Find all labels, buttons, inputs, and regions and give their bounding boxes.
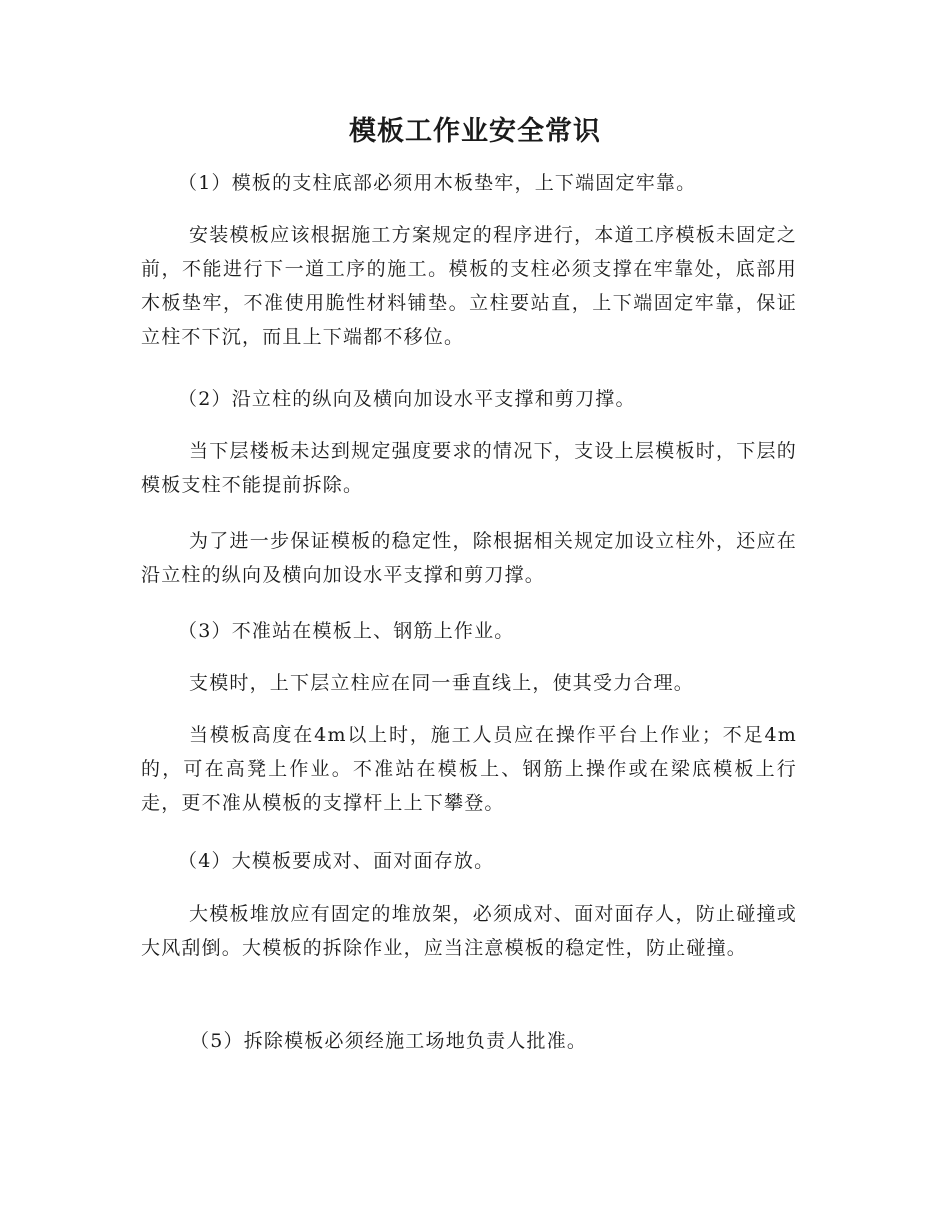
paragraph-4: 支模时，上下层立柱应在同一垂直线上，使其受力合理。	[189, 672, 695, 694]
paragraph-6: 大模板堆放应有固定的堆放架，必须成对、面对面存人，防止碰撞或大风刮倒。大模板的拆除作业，应当注意模板的稳定性，防止碰撞。	[141, 903, 797, 959]
document-title: 模板工作业安全常识	[349, 116, 601, 147]
section-heading-2: （2）沿立柱的纵向及横向加设水平支撑和剪刀撑。	[178, 388, 636, 410]
paragraph-1: 安装模板应该根据施工方案规定的程序进行，本道工序模板未固定之前，不能进行下一道工序的施工。模板的支柱必须支撑在牢靠处，底部用木板垫牢，不准使用脆性材料铺垫。立柱要站直，上下端固定牢靠，保证立柱不下沉，而且上下端都不移位。	[141, 224, 797, 348]
section-heading-4: （4）大模板要成对、面对面存放。	[178, 850, 495, 872]
section-heading-5: （5）拆除模板必须经施工场地负责人批准。	[190, 1030, 588, 1052]
paragraph-3: 为了进一步保证模板的稳定性，除根据相关规定加设立柱外，还应在沿立柱的纵向及横向加设水平支撑和剪刀撑。	[141, 530, 797, 586]
section-heading-3: （3）不准站在模板上、钢筋上作业。	[178, 620, 515, 642]
paragraph-5: 当模板高度在4m以上时，施工人员应在操作平台上作业；不足4m的，可在高凳上作业。不准站在模板上、钢筋上操作或在梁底模板上行走，更不准从模板的支撑杆上上下攀登。	[141, 724, 797, 814]
section-heading-1: （1）模板的支柱底部必须用木板垫牢，上下端固定牢靠。	[178, 172, 697, 194]
paragraph-2: 当下层楼板未达到规定强度要求的情况下，支设上层模板时，下层的模板支柱不能提前拆除。	[141, 440, 797, 496]
